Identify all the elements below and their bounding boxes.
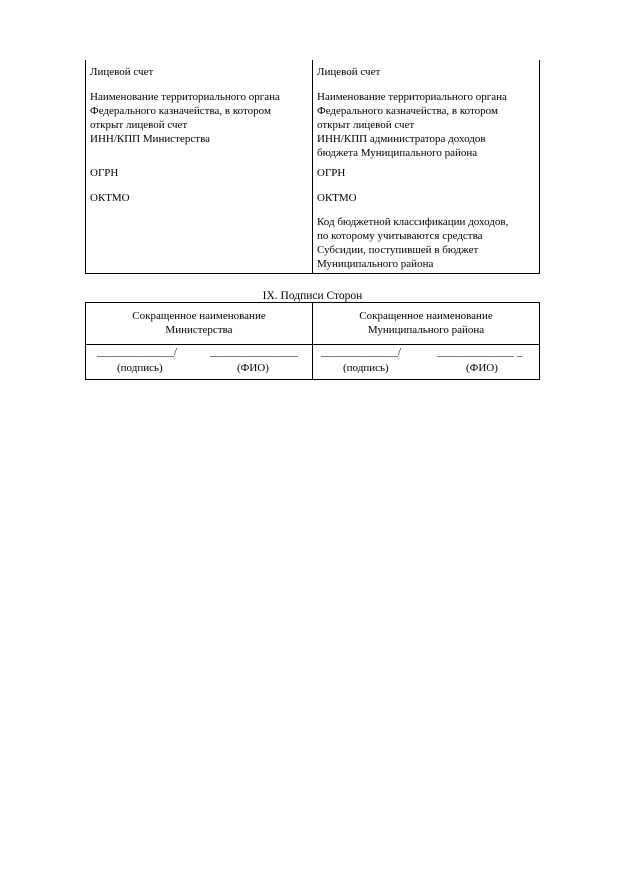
ministry-signature-caption: (подпись) [117,362,163,374]
district-signature-line: ______________/ [321,346,402,358]
signatures-body-row [86,344,539,379]
requisites-table [85,60,540,274]
district-treasury-org-label: Наименование территориального органа Федерального казначейства, в котором открыт лицевой счет ИНН/КПП администратора доходов бюджета Муниципального района [317,91,507,159]
district-name-cell [313,303,539,344]
ministry-requisites-column [86,60,313,273]
signatures-table [85,302,540,380]
district-ogrn-label: ОГРН [317,167,346,179]
ministry-ogrn-label: ОГРН [90,167,119,179]
ministry-account-label: Лицевой счет [90,66,154,78]
signatures-header-row [86,303,539,345]
district-name-caption: (ФИО) [466,362,498,374]
district-signature-cell [313,344,539,379]
ministry-name-cell [86,303,313,344]
signatures-heading: IX. Подписи Сторон [262,290,363,302]
district-budget-code-label: Код бюджетной классификации доходов, по которому учитываются средства Субсидии, поступившей в бюджет Муниципального района [317,216,509,270]
district-requisites-column [313,60,539,273]
district-account-label: Лицевой счет [317,66,381,78]
ministry-treasury-org-label: Наименование территориального органа Федерального казначейства, в котором открыт лицевой счет ИНН/КПП Министерства [90,91,280,145]
ministry-signature-cell [86,344,313,379]
ministry-signature-line: ______________/ [97,346,178,358]
ministry-name-line: ________________ [210,346,298,358]
ministry-short-name: Сокращенное наименование Министерства [132,310,266,336]
ministry-oktmo-label: ОКТМО [90,192,130,204]
ministry-name-caption: (ФИО) [237,362,269,374]
district-name-line: ______________ _ [437,346,523,358]
district-signature-caption: (подпись) [343,362,389,374]
district-short-name: Сокращенное наименование Муниципального района [359,310,493,336]
district-oktmo-label: ОКТМО [317,192,357,204]
